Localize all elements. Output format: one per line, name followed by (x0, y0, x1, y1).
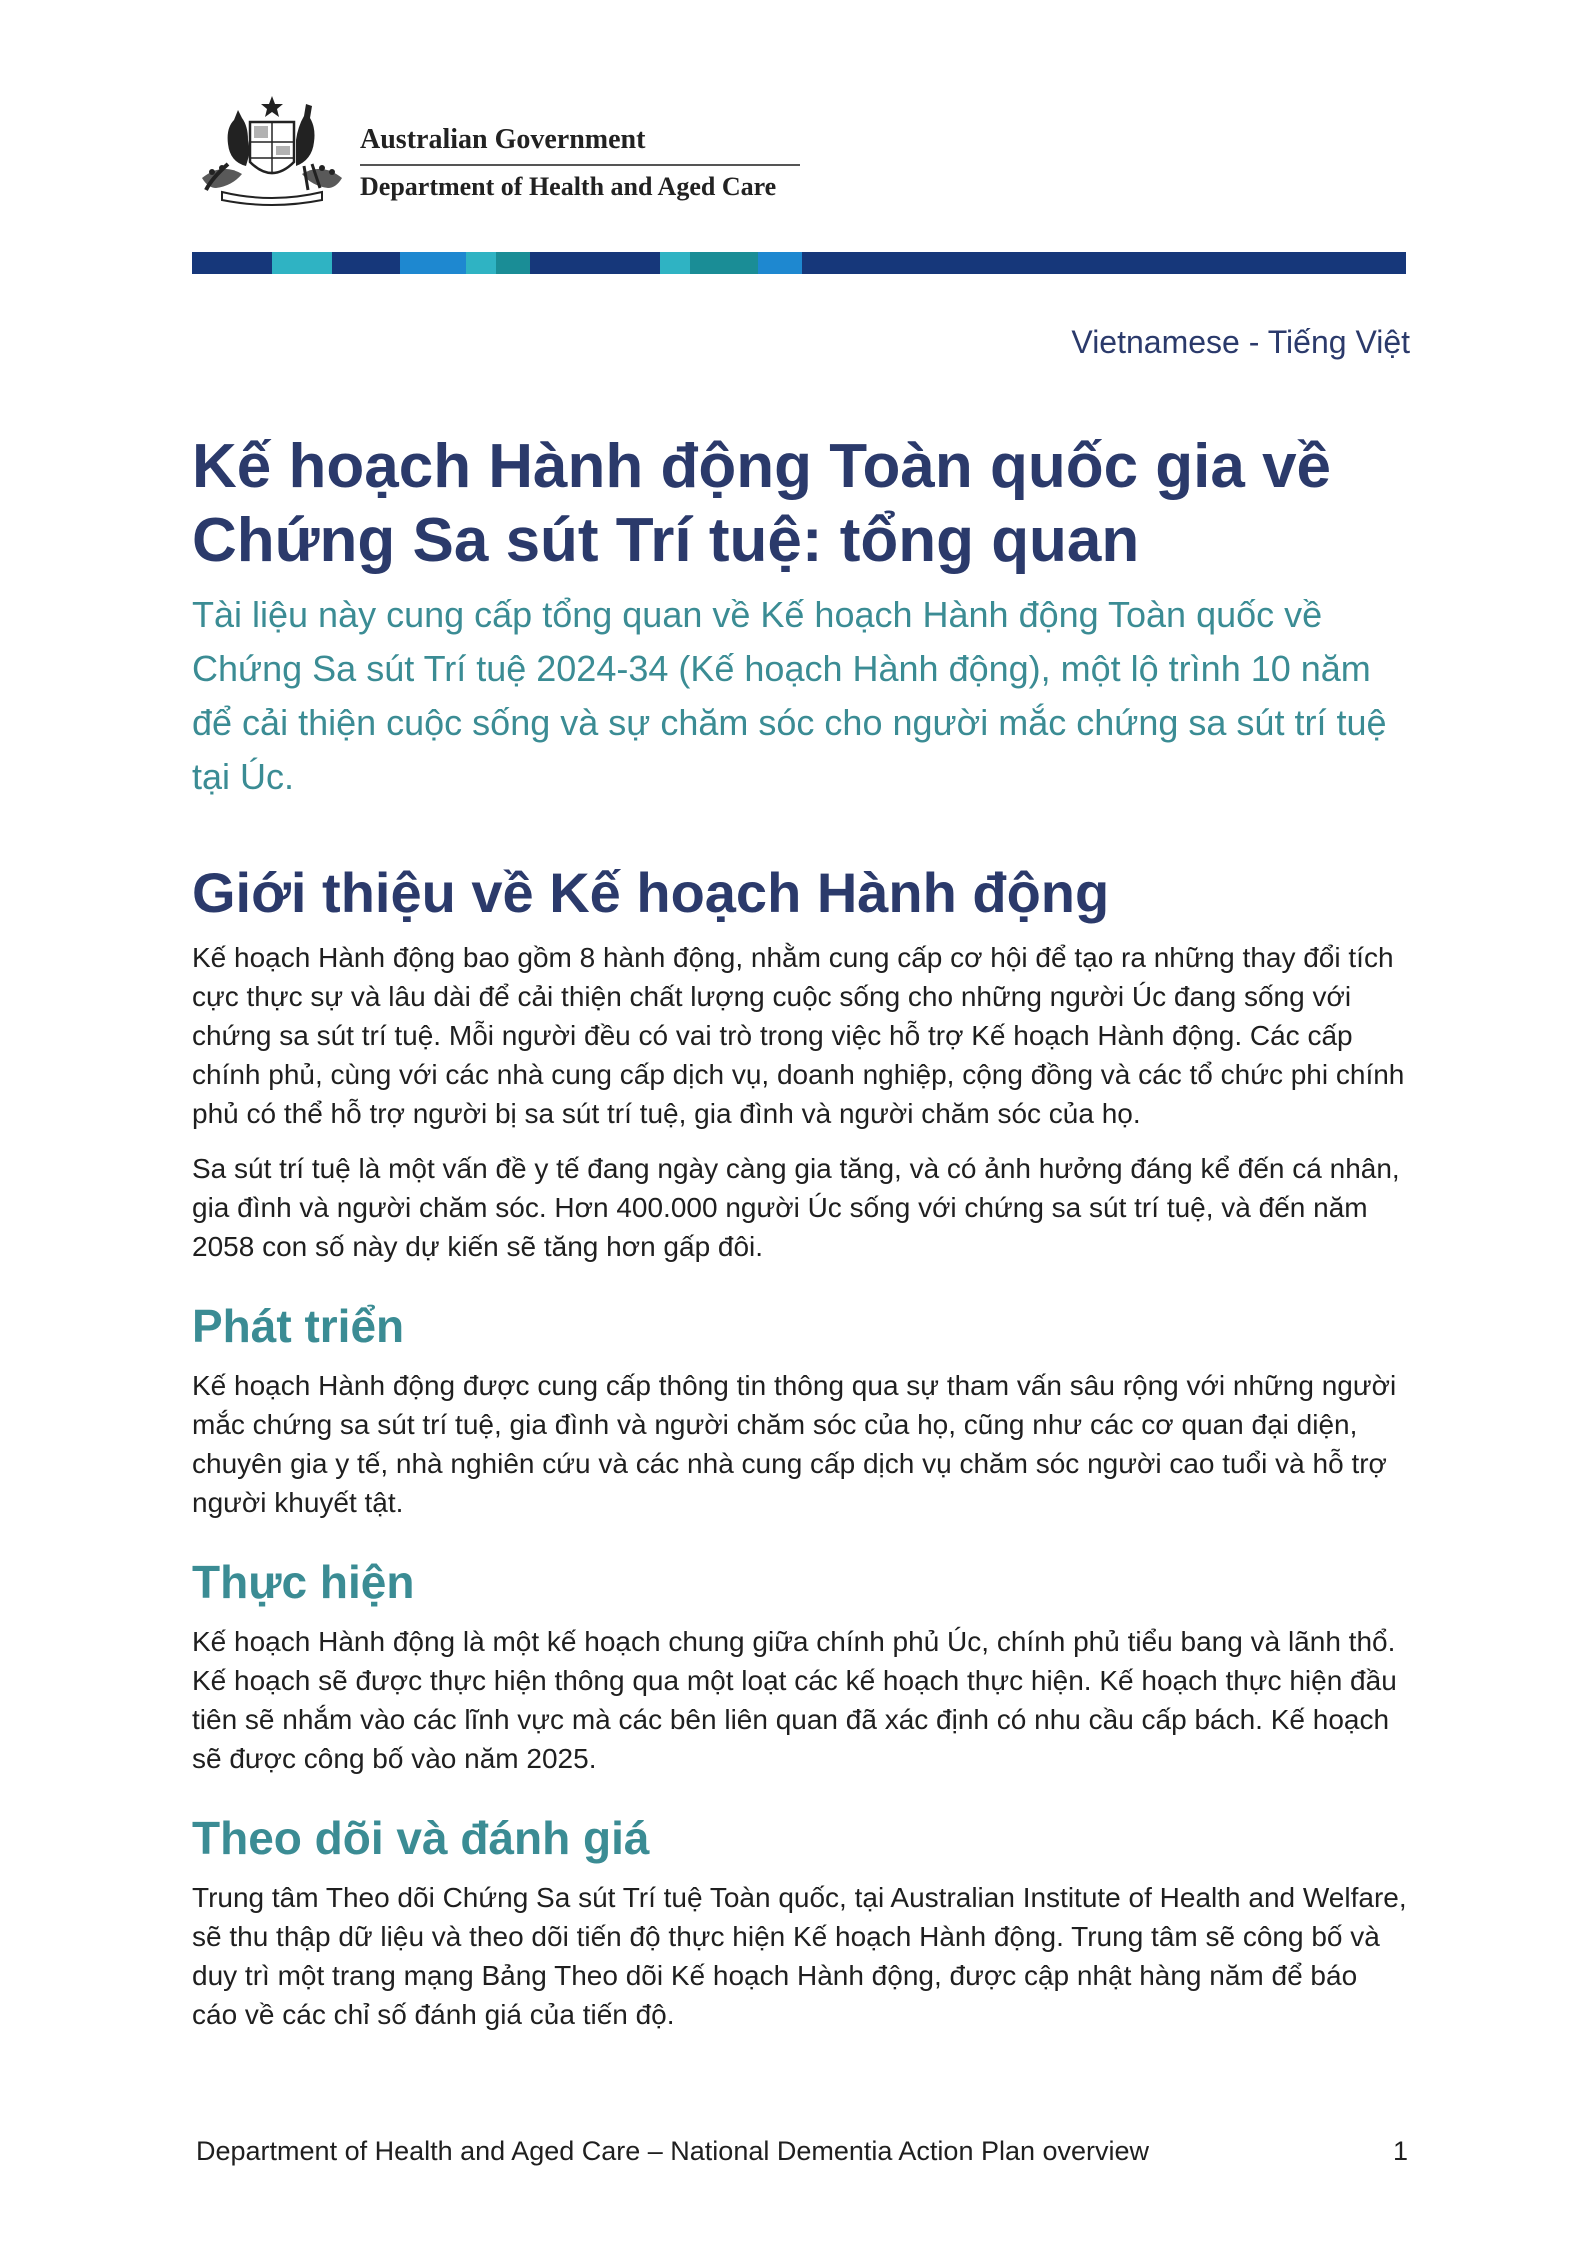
document-body (192, 430, 1408, 2034)
stripe-segment (400, 252, 466, 274)
stripe-segment (332, 252, 400, 274)
coat-of-arms-logo (192, 92, 352, 210)
stripe-segment (530, 252, 660, 274)
section-heading-intro: Giới thiệu về Kế hoạch Hành động (192, 861, 1110, 924)
section-heading-development: Phát triển (192, 1300, 405, 1352)
stripe-segment (660, 252, 690, 274)
lead-summary: Tài liệu này cung cấp tổng quan về Kế hoạch Hành động Toàn quốc về Chứng Sa sút Trí tuệ 2024-34 (Kế hoạch Hành động), một lộ trình 10 năm để cải thiện cuộc sống và sự chăm sóc cho người mắc chứng sa sút trí tuệ tại Úc. (192, 594, 1387, 797)
implementation-paragraph: Kế hoạch Hành động là một kế hoạch chung giữa chính phủ Úc, chính phủ tiểu bang và lãnh thổ. Kế hoạch sẽ được thực hiện thông qua một loạt các kế hoạch thực hiện. Kế hoạch thực hiện đầu tiên sẽ nhắm vào các lĩnh vực mà các bên liên quan đã xác định có nhu cầu cấp bách. Kế hoạch sẽ được công bố vào năm 2025. (192, 1626, 1397, 1774)
stripe-segment (758, 252, 802, 274)
page-footer: Department of Health and Aged Care – National Dementia Action Plan overview (196, 2136, 1150, 2166)
stripe-segment (466, 252, 496, 274)
page-number: 1 (1392, 2136, 1408, 2166)
language-label: Vietnamese - Tiếng Việt (1071, 324, 1410, 360)
government-name: Australian Government (360, 124, 646, 155)
section-heading-monitoring: Theo dõi và đánh giá (192, 1812, 650, 1864)
department-name: Department of Health and Aged Care (360, 172, 777, 201)
stripe-segment (192, 252, 272, 274)
header-divider (360, 164, 800, 166)
development-paragraph: Kế hoạch Hành động được cung cấp thông tin thông qua sự tham vấn sâu rộng với những người mắc chứng sa sút trí tuệ, gia đình và người chăm sóc của họ, cũng như các cơ quan đại diện, chuyên gia y tế, nhà nghiên cứu và các nhà cung cấp dịch vụ chăm sóc người cao tuổi và hỗ trợ người khuyết tật. (192, 1370, 1397, 1518)
stripe-segment (802, 252, 1406, 274)
stripe-segment (496, 252, 530, 274)
intro-paragraph-1: Kế hoạch Hành động bao gồm 8 hành động, nhằm cung cấp cơ hội để tạo ra những thay đổi tích cực thực sự và lâu dài để cải thiện chất lượng cuộc sống cho những người Úc đang sống với chứng sa sút trí tuệ. Mỗi người đều có vai trò trong việc hỗ trợ Kế hoạch Hành động. Các cấp chính phủ, cùng với các nhà cung cấp dịch vụ, doanh nghiệp, cộng đồng và các tổ chức phi chính phủ có thể hỗ trợ người bị sa sút trí tuệ, gia đình và người chăm sóc của họ. (192, 942, 1405, 1129)
page-title: Kế hoạch Hành động Toàn quốc gia về Chứng Sa sút Trí tuệ: tổng quan (192, 432, 1332, 575)
stripe-segment (272, 252, 332, 274)
monitoring-paragraph: Trung tâm Theo dõi Chứng Sa sút Trí tuệ Toàn quốc, tại Australian Institute of Health and Welfare, sẽ thu thập dữ liệu và theo dõi tiến độ thực hiện Kế hoạch Hành động. Trung tâm sẽ công bố và duy trì một trang mạng Bảng Theo dõi Kế hoạch Hành động, được cập nhật hàng năm để báo cáo về các chỉ số đánh giá của tiến độ. (192, 1882, 1407, 2030)
intro-paragraph-2: Sa sút trí tuệ là một vấn đề y tế đang ngày càng gia tăng, và có ảnh hưởng đáng kể đến cá nhân, gia đình và người chăm sóc. Hơn 400.000 người Úc sống với chứng sa sút trí tuệ, và đến năm 2058 con số này dự kiến sẽ tăng hơn gấp đôi. (192, 1153, 1400, 1262)
stripe-segment (690, 252, 758, 274)
section-heading-implementation: Thực hiện (192, 1556, 415, 1608)
header-color-stripe (192, 252, 1406, 274)
